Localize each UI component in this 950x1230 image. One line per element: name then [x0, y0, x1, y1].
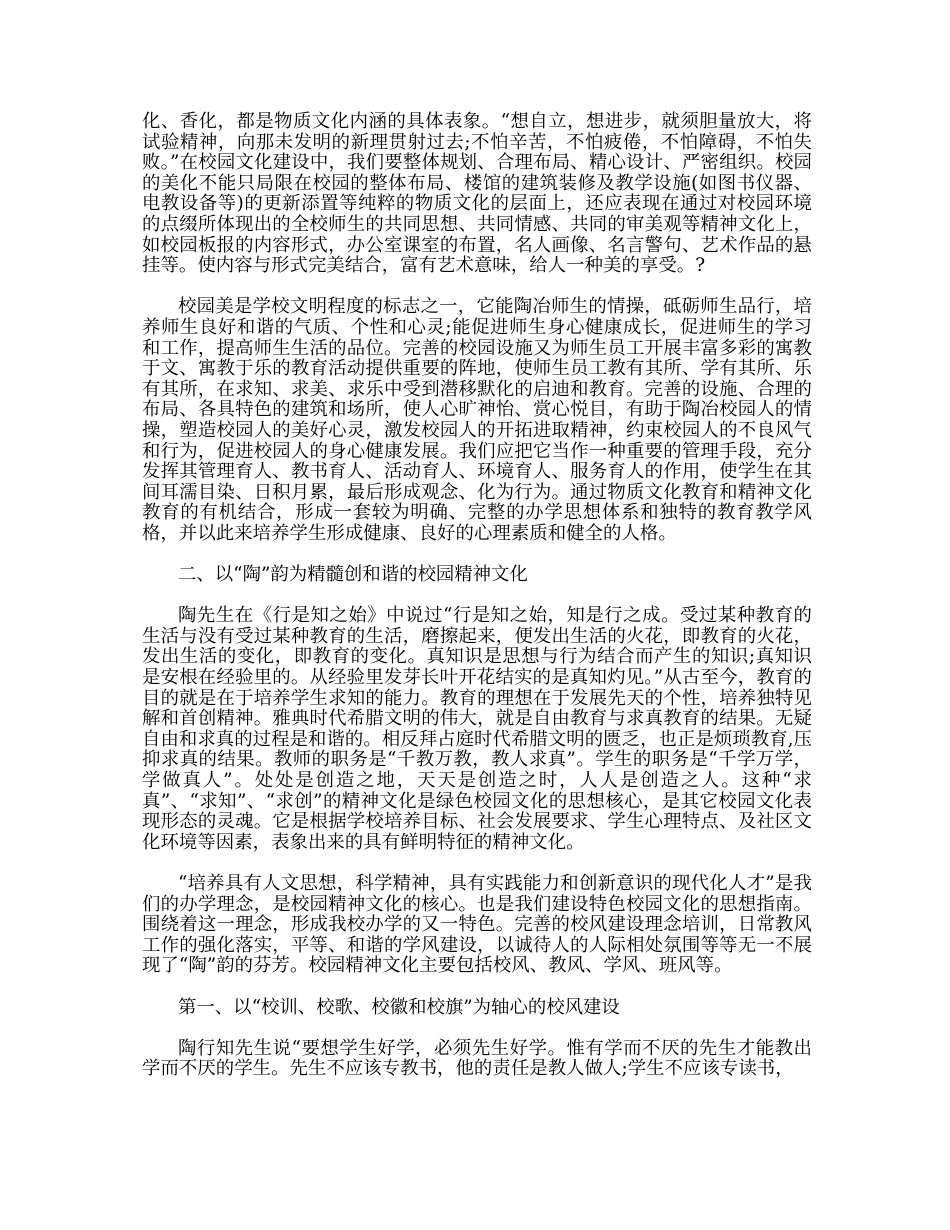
paragraph-spacer: [142, 544, 812, 565]
paragraph-spacer: [142, 853, 812, 874]
section-heading-spiritual-culture: 二、以“陶”韵为精髓创和谐的校园精神文化: [178, 564, 528, 586]
paragraph-tao-quote: 陶先生在《行是知之始》中说过“行是知之始，知是行之成。受过某种教育的生活与没有受过某种教育的生活，磨擦起来，便发出生活的火花，即教育的火花，发出生活的变化，即教育的变化。真知识是思想与行为结合而产生的知识;真知识是安根在经验里的。从经验里发芽长叶开花结实的是真知灼见。”从古至今，教育的目的就是在于培养学生求知的能力。教育的理想在于发展先天的个性，培养独特见解和首创精神。雅典时代希腊文明的伟大，就是自由教育与求真教育的结果。无疑自由和求真的过程是和谐的。相反拜占庭时代希腊文明的匮乏，也正是烦琐教育,压抑求真的结果。教师的职务是“千教万教，教人求真”。学生的职务是“千学万学，学做真人”。处处是创造之地，天天是创造之时，人人是创造之人。这种“求真”、“求知”、“求创”的精神文化是绿色校园文化的思想核心，是其它校园文化表现形态的灵魂。它是根据学校培养目标、社会发展要求、学生心理特点、及社区文化环境等因素，表象出来的具有鲜明特征的精神文化。: [142, 605, 812, 853]
paragraph-spacer: [142, 977, 812, 998]
document-page: [142, 112, 812, 1080]
paragraph-school-philosophy: “培养具有人文思想，科学精神，具有实践能力和创新意识的现代化人才”是我们的办学理念，是校园精神文化的核心。也是我们建设特色校园文化的思想指南。围绕着这一理念，形成我校办学的又一特色。完善的校风建设理念培训，日常教风工作的强化落实，平等、和谐的学风建设，以诚待人的人际相处氛围等等无一不展现了“陶”韵的芬芳。校园精神文化主要包括校风、教风、学风、班风等。: [142, 872, 812, 977]
paragraph-spacer: [142, 1018, 812, 1039]
paragraph-physical-culture: 化、香化，都是物质文化内涵的具体表象。“想自立，想进步，就须胆量放大，将试验精神，向那未发明的新理贯射过去;不怕辛苦，不怕疲倦，不怕障碍，不怕失败。”在校园文化建设中，我们要整体规划、合理布局、精心设计、严密组织。校园的美化不能只局限在校园的整体布局、楼馆的建筑装修及教学设施(如图书仪器、电教设备等)的更新添置等纯粹的物质文化的层面上，还应表现在通过对校园环境的点缀所体现出的全校师生的共同思想、共同情感、共同的审美观等精神文化上，如校园板报的内容形式，办公室课室的布置，名人画像、名言警句、艺术作品的悬挂等。使内容与形式完美结合，富有艺术意味，给人一种美的享受。?: [142, 111, 812, 277]
paragraph-campus-beauty: 校园美是学校文明程度的标志之一，它能陶冶师生的情操，砥砺师生品行，培养师生良好和谐的气质、个性和心灵;能促进师生身心健康成长，促进师生的学习和工作，提高师生生活的品位。完善的校园设施又为师生员工开展丰富多彩的寓教于文、寓教于乐的教育活动提供重要的阵地，使师生员工教有其所、学有其所、乐有其所，在求知、求美、求乐中受到潜移默化的启迪和教育。完善的设施、合理的布局、各具特色的建筑和场所，使人心旷神怡、赏心悦目，有助于陶冶校园人的情操，塑造校园人的美好心灵，激发校园人的开拓进取精神，约束校园人的不良风气和行为，促进校园人的身心健康发展。我们应把它当作一种重要的管理手段，充分发挥其管理育人、教书育人、活动育人、环境育人、服务育人的作用，使学生在其间耳濡目染、日积月累，最后形成观念、化为行为。通过物质文化教育和精神文化教育的有机结合，形成一套较为明确、完整的办学思想体系和独特的教育教学风格，并以此来培养学生形成健康、良好的心理素质和健全的人格。: [142, 296, 812, 544]
section-heading-school-spirit: 第一、以“校训、校歌、校徽和校旗”为轴心的校风建设: [178, 996, 620, 1018]
paragraph-teacher-learning: 陶行知先生说“要想学生好学，必须先生好学。惟有学而不厌的先生才能教出学而不厌的学生。先生不应该专教书，他的责任是教人做人;学生不应该专读书，: [142, 1037, 812, 1080]
paragraph-spacer: [142, 586, 812, 607]
paragraph-spacer: [142, 277, 812, 298]
